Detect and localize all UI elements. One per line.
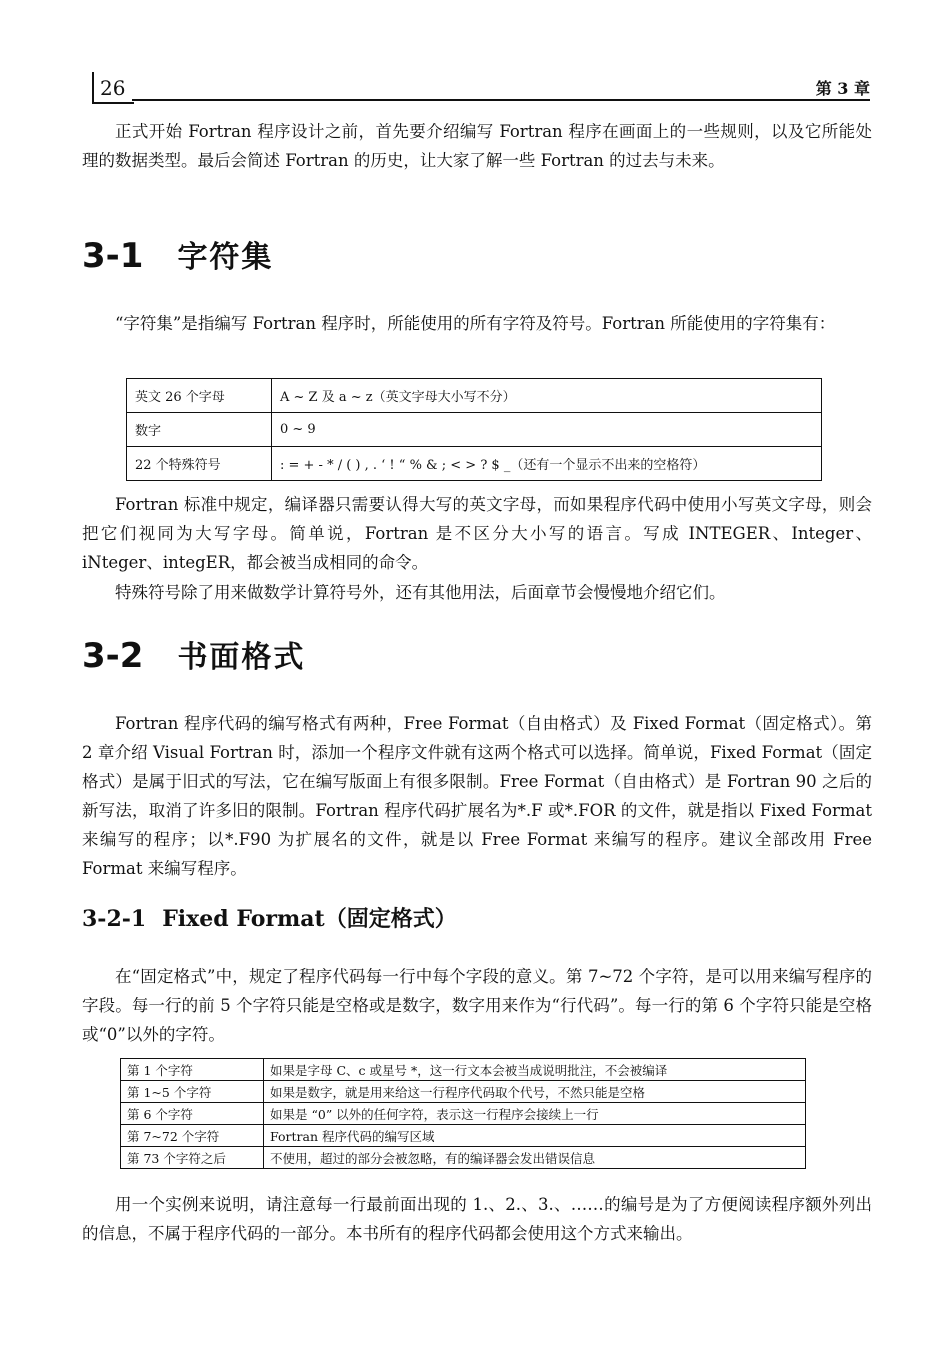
- table-row: [121, 1103, 806, 1125]
- table-cell: 第 1~5 个字符: [121, 1081, 264, 1103]
- table-cell: Fortran 程序代码的编写区域: [264, 1125, 806, 1147]
- format-paragraph: Fortran 程序代码的编写格式有两种，Free Format（自由格式）及 Fixed Format（固定格式）。第 2 章介绍 Visual Fortran 时，添加一个程序文件就有这两个格式可以选择。简单说，Fixed Format（固定格式）是属于旧式的写法，它在编写版面上有很多限制。Free Format（自由格式）是 Fortran 90 之后的新写法，取消了许多旧的限制。Fortran 程序代码扩展名为*.F 或*.FOR 的文件，就是指以 Fixed Format 来编写的程序；以*.F90 为扩展名的文件，就是以 Free Format 来编写的程序。建议全部改用 Free Format 来编写程序。: [82, 714, 872, 878]
- subsection-number: 3-2-1: [82, 906, 147, 932]
- table-row: [121, 1147, 806, 1169]
- fixed-format-table: [120, 1058, 806, 1169]
- subsection-title: Fixed Format（固定格式）: [162, 906, 457, 932]
- table-cell: A ~ Z 及 a ~ z（英文字母大小写不分）: [272, 379, 822, 413]
- table-cell: 如果是字母 C、c 或星号 *，这一行文本会被当成说明批注，不会被编译: [264, 1059, 806, 1081]
- table-row: [127, 413, 822, 447]
- section-title: 字符集: [177, 240, 274, 275]
- subsection-heading-3-2-1: [82, 902, 457, 933]
- table-cell: 不使用，超过的部分会被忽略，有的编译器会发出错误信息: [264, 1147, 806, 1169]
- table-cell: 第 1 个字符: [121, 1059, 264, 1081]
- intro-paragraph: 正式开始 Fortran 程序设计之前，首先要介绍编写 Fortran 程序在画面上的一些规则，以及它所能处理的数据类型。最后会简述 Fortran 的历史，让大家了解一些 Fortran 的过去与未来。: [82, 122, 872, 170]
- example-paragraph: 用一个实例来说明，请注意每一行最前面出现的 1.、2.、3.、……的编号是为了方便阅读程序额外列出的信息，不属于程序代码的一部分。本书所有的程序代码都会使用这个方式来输出。: [82, 1195, 872, 1243]
- table-cell: 如果是数字，就是用来给这一行程序代码取个代号，不然只能是空格: [264, 1081, 806, 1103]
- case-rule-paragraph: Fortran 标准中规定，编译器只需要认得大写的英文字母，而如果程序代码中使用小写英文字母，则会把它们视同为大写字母。简单说，Fortran 是不区分大小写的语言。写成 INTEGER、Integer、iNteger、integER，都会被当成相同的命令。: [82, 495, 872, 572]
- page-number: 26: [100, 76, 126, 100]
- section-title: 书面格式: [177, 640, 306, 675]
- charset-intro-paragraph: “字符集”是指编写 Fortran 程序时，所能使用的所有字符及符号。Fortran 所能使用的字符集有：: [115, 314, 836, 333]
- section-number: 3-1: [82, 236, 144, 276]
- table-cell: 如果是 “0” 以外的任何字符，表示这一行程序会接续上一行: [264, 1103, 806, 1125]
- table-cell: 22 个特殊符号: [127, 447, 272, 481]
- section-number: 3-2: [82, 636, 144, 676]
- fixed-format-paragraph: 在“固定格式”中，规定了程序代码每一行中每个字段的意义。第 7~72 个字符，是可以用来编写程序的字段。每一行的前 5 个字符只能是空格或是数字，数字用来作为“行代码”。每一行的第 6 个字符只能是空格或“0”以外的字符。: [82, 967, 872, 1044]
- table-row: [121, 1059, 806, 1081]
- special-symbols-paragraph: 特殊符号除了用来做数学计算符号外，还有其他用法，后面章节会慢慢地介绍它们。: [115, 583, 726, 602]
- table-row: [127, 447, 822, 481]
- table-cell: 数字: [127, 413, 272, 447]
- table-cell: 第 6 个字符: [121, 1103, 264, 1125]
- chapter-label: 第 3 章: [815, 79, 870, 98]
- table-cell: 第 7~72 个字符: [121, 1125, 264, 1147]
- table-cell: 英文 26 个字母: [127, 379, 272, 413]
- table-cell: : = + - * / ( ) , . ‘ ! “ % & ; < > ? $ _（还有一个显示不出来的空格符）: [272, 447, 822, 481]
- table-row: [121, 1125, 806, 1147]
- table-cell: 第 73 个字符之后: [121, 1147, 264, 1169]
- table-row: [127, 379, 822, 413]
- header-rule: [132, 99, 870, 101]
- section-heading-3-2: [82, 632, 305, 676]
- table-cell: 0 ~ 9: [272, 413, 822, 447]
- table-row: [121, 1081, 806, 1103]
- section-heading-3-1: [82, 232, 273, 276]
- charset-table: [126, 378, 822, 481]
